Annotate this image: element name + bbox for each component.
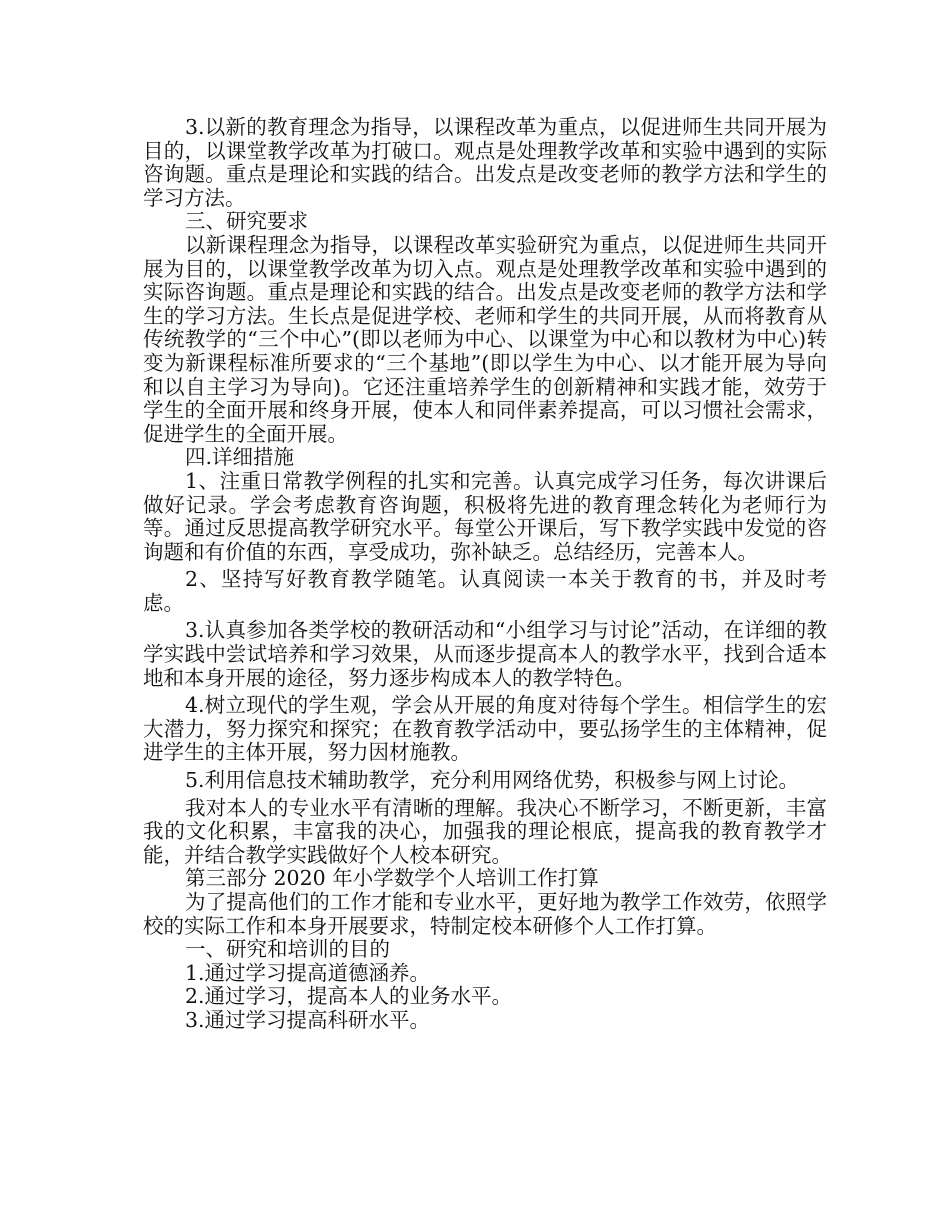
paragraph-measure-3: 3.认真参加各类学校的教研活动和“小组学习与讨论”活动，在详细的教学实践中尝试培养和学习效果，从而逐步提高本人的教学水平，找到合适本地和本身开展的途径，努力逐步构成本人的教学特色。 [143, 618, 827, 690]
heading-research-requirements: 三、研究要求 [185, 209, 308, 234]
heading-part-three: 第三部分 2020 年小学数学个人培训工作打算 [185, 866, 599, 891]
paragraph-measure-4: 4.树立现代的学生观，学会从开展的角度对待每个学生。相信学生的宏大潜力，努力探究和探究；在教育教学活动中，要弘扬学生的主体精神，促进学生的主体开展，努力因材施教。 [143, 693, 827, 765]
paragraph-research-requirements: 以新课程理念为指导，以课程改革实验研究为重点，以促进师生共同开展为目的，以课堂教学改革为切入点。观点是处理教学改革和实验中遇到的实际咨询题。重点是理论和实践的结合。出发点是改变老师的教学方法和学生的学习方法。生长点是促进学校、老师和学生的共同开展，从而将教育从传统教学的“三个中心”(即以老师为中心、以课堂为中心和以教材为中心)转变为新课程标准所要求的“三个基地”(即以学生为中心、以才能开展为导向和以自主学习为导向)。它还注重培养学生的创新精神和实践才能，效劳于学生的全面开展和终身开展，使本人和同伴素养提高，可以习惯社会需求，促进学生的全面开展。 [143, 232, 827, 446]
list-item-goal-1: 1.通过学习提高道德涵养。 [185, 960, 431, 985]
paragraph-measure-2: 2、坚持写好教育教学随笔。认真阅读一本关于教育的书，并及时考虑。 [143, 567, 827, 615]
list-item-goal-3: 3.通过学习提高科研水平。 [185, 1007, 431, 1032]
paragraph-measure-1: 1、注重日常教学例程的扎实和完善。认真完成学习任务，每次讲课后做好记录。学会考虑教育咨询题，积极将先进的教育理念转化为老师行为等。通过反思提高教学研究水平。每堂公开课后，写下教学实践中发觉的咨询题和有价值的东西，享受成功，弥补缺乏。总结经历，完善本人。 [143, 468, 827, 564]
document-body [143, 116, 827, 1033]
paragraph-part-three-intro: 为了提高他们的工作才能和专业水平，更好地为教学工作效劳，依照学校的实际工作和本身开展要求，特制定校本研修个人工作打算。 [143, 890, 827, 938]
paragraph-measure-5: 5.利用信息技术辅助教学，充分利用网络优势，积极参与网上讨论。 [185, 768, 800, 793]
paragraph-goal-3: 3.以新的教育理念为指导，以课程改革为重点，以促进师生共同开展为目的，以课堂教学改革为打破口。观点是处理教学改革和实验中遇到的实际咨询题。重点是理论和实践的结合。出发点是改变老师的教学方法和学生的学习方法。 [143, 115, 827, 210]
list-item-goal-2: 2.通过学习，提高本人的业务水平。 [185, 984, 513, 1009]
heading-detailed-measures: 四.详细措施 [185, 445, 295, 470]
heading-training-goals: 一、研究和培训的目的 [185, 937, 390, 962]
paragraph-self-assessment: 我对本人的专业水平有清晰的理解。我决心不断学习，不断更新，丰富我的文化积累，丰富我的决心，加强我的理论根底，提高我的教育教学才能，并结合教学实践做好个人校本研究。 [143, 795, 827, 867]
